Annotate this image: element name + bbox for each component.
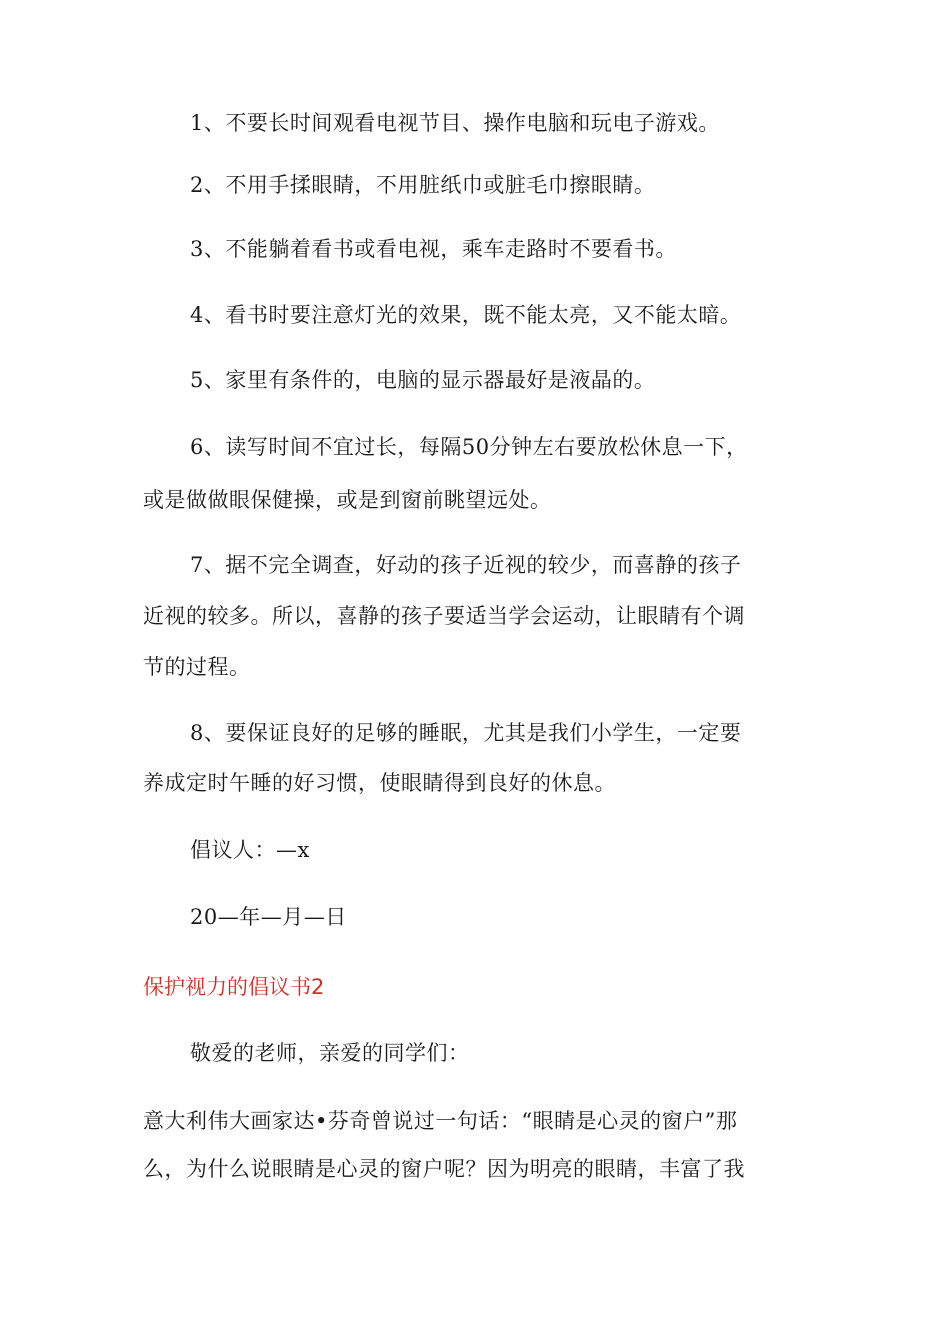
item-6-line-1: 6、读写时间不宜过长，每隔50分钟左右要放松休息一下， bbox=[190, 435, 748, 459]
item-4: 4、看书时要注意灯光的效果，既不能太亮，又不能太暗。 bbox=[190, 303, 742, 327]
item-7-line-1: 7、据不完全调查，好动的孩子近视的较少，而喜静的孩子 bbox=[190, 553, 742, 577]
item-8-line-1: 8、要保证良好的足够的睡眠，尤其是我们小学生，一定要 bbox=[190, 721, 742, 745]
item-8-line-2: 养成定时午睡的好习惯，使眼睛得到良好的休息。 bbox=[143, 771, 616, 795]
intro-line-2: 么，为什么说眼睛是心灵的窗户呢？因为明亮的眼睛，丰富了我 bbox=[143, 1157, 745, 1181]
greeting: 敬爱的老师，亲爱的同学们： bbox=[190, 1041, 470, 1065]
item-7-line-3: 节的过程。 bbox=[143, 655, 251, 679]
signer: 倡议人：—x bbox=[190, 838, 310, 862]
item-3: 3、不能躺着看书或看电视，乘车走路时不要看书。 bbox=[190, 237, 677, 261]
item-1: 1、不要长时间观看电视节目、操作电脑和玩电子游戏。 bbox=[190, 111, 720, 135]
item-7-line-2: 近视的较多。所以，喜静的孩子要适当学会运动，让眼睛有个调 bbox=[143, 604, 745, 628]
item-2: 2、不用手揉眼睛，不用脏纸巾或脏毛巾擦眼睛。 bbox=[190, 173, 656, 197]
date: 20—年—月—日 bbox=[190, 905, 347, 929]
section-title: 保护视力的倡议书2 bbox=[143, 975, 325, 999]
item-5: 5、家里有条件的，电脑的显示器最好是液晶的。 bbox=[190, 368, 656, 392]
item-6-line-2: 或是做做眼保健操，或是到窗前眺望远处。 bbox=[143, 488, 552, 512]
intro-line-1: 意大利伟大画家达•芬奇曾说过一句话：“眼睛是心灵的窗户”那 bbox=[143, 1109, 738, 1133]
